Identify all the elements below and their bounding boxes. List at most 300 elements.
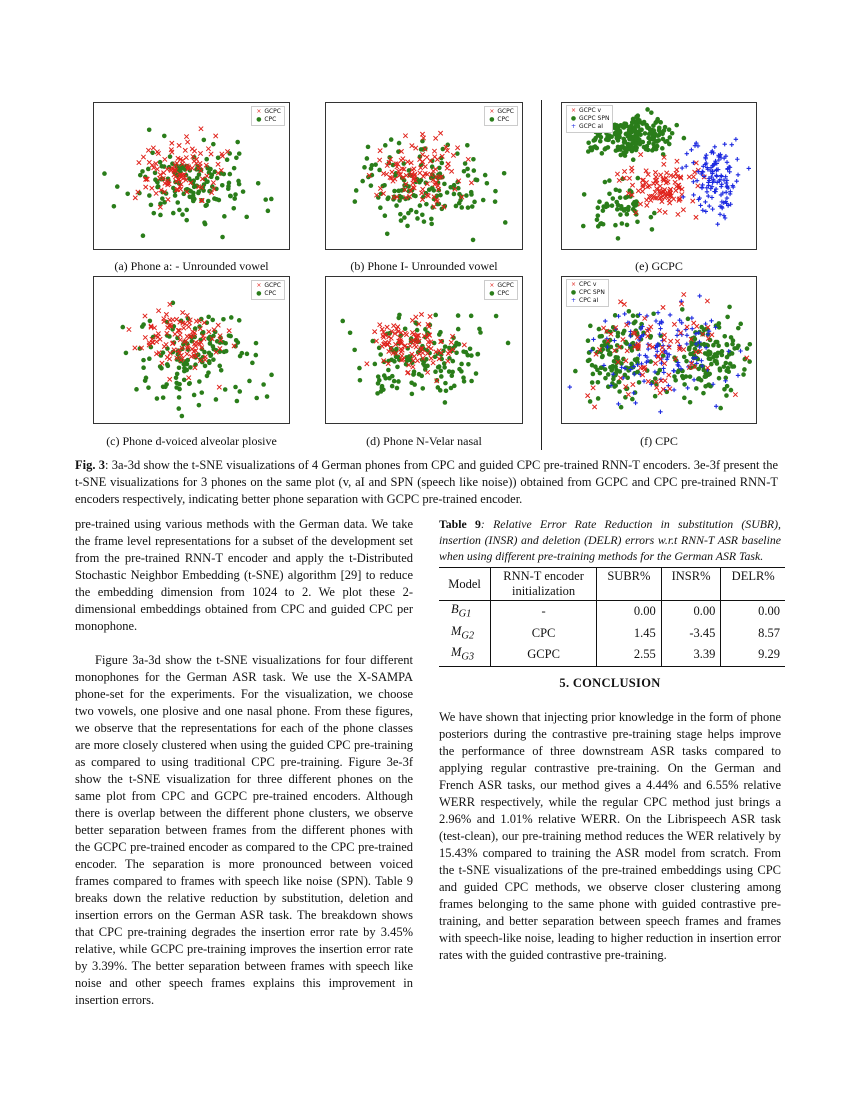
scatter-point-plus [724, 190, 728, 194]
scatter-point-dot [615, 207, 620, 212]
legend-c [251, 280, 285, 300]
scatter-point-dot [606, 137, 611, 142]
scatter-point-dot [471, 157, 476, 162]
scatter-point-dot [378, 352, 383, 357]
scatter-point-dot [124, 351, 129, 356]
scatter-point-x [692, 321, 696, 325]
scatter-point-dot [701, 391, 706, 396]
scatter-point-dot [653, 394, 658, 399]
scatter-point-plus [709, 319, 713, 323]
scatter-point-dot [443, 381, 448, 386]
scatter-point-plus [622, 312, 626, 316]
scatter-point-dot [591, 138, 596, 143]
scatter-point-dot [632, 128, 637, 133]
scatter-point-dot [630, 397, 635, 402]
scatter-point-dot [147, 128, 152, 133]
scatter-point-plus [685, 152, 689, 156]
scatter-point-dot [449, 386, 454, 391]
scatter-point-x [658, 184, 662, 188]
scatter-point-x [662, 162, 666, 166]
scatter-point-dot [269, 197, 274, 202]
scatter-point-dot [415, 328, 420, 333]
scatter-point-dot [466, 173, 471, 178]
scatter-point-dot [222, 172, 227, 177]
scatter-point-dot [682, 136, 687, 141]
scatter-point-dot [588, 145, 593, 150]
scatter-point-x [622, 169, 626, 173]
scatter-point-x [146, 148, 150, 152]
scatter-point-dot [652, 211, 657, 216]
scatter-point-dot [443, 400, 448, 405]
scatter-point-dot [395, 386, 400, 391]
scatter-point-x [653, 361, 657, 365]
legend-d [484, 280, 518, 300]
scatter-point-dot [146, 167, 151, 172]
table-row [439, 644, 785, 666]
scatter-point-dot [235, 399, 240, 404]
scatter-point-dot [645, 107, 650, 112]
scatter-point-x [429, 346, 433, 350]
scatter-point-x [682, 292, 686, 296]
scatter-point-dot [211, 142, 216, 147]
scatter-point-x [418, 171, 422, 175]
scatter-point-dot [423, 327, 428, 332]
scatter-point-dot [438, 193, 443, 198]
scatter-point-dot [622, 125, 627, 130]
scatter-point-dot [219, 368, 224, 373]
scatter-point-x [163, 157, 167, 161]
scatter-point-dot [442, 365, 447, 370]
scatter-point-dot [140, 169, 145, 174]
scatter-point-dot [736, 343, 741, 348]
scatter-point-dot [420, 213, 425, 218]
scatter-point-dot [667, 127, 672, 132]
scatter-point-x [178, 333, 182, 337]
conclusion-text: We have shown that injecting prior knowledge in the form of phone posteriors during the contrastive pre-training stage helps improve the performance of three downstream ASR tasks compared to applying regular contrastive pre-training. On the German and French ASR tasks, our method gives a 4.44% and 6.55% relative WERR respectively, while the regular CPC method just brings a 2.96% and 1.01% relative WERR. On the Librispeech ASR task (test-clean), our pre-training method reduces the WER relatively by 15.43% compared to training the ASR model from scratch. From the t-SNE visualizations of the pre-trained embeddings using CPC and guided CPC methods, we observe closer clustering among frames belonging to the same phone with guided contrastive pre-training, and better separation between speech frames and frames with speech-like noise, leading to higher reduction in insertion error rates with the guided contrastive pre-training. [439, 710, 781, 962]
scatter-point-dot [601, 222, 606, 227]
scatter-point-dot [725, 384, 730, 389]
scatter-point-dot [717, 376, 722, 381]
scatter-point-x [378, 186, 382, 190]
scatter-point-dot [141, 322, 146, 327]
scatter-point-dot [684, 374, 689, 379]
scatter-point-dot [493, 189, 498, 194]
plot-c [93, 276, 290, 424]
scatter-point-plus [715, 222, 719, 226]
scatter-point-dot [144, 376, 149, 381]
scatter-point-dot [473, 177, 478, 182]
cell-init: - [491, 601, 597, 623]
scatter-point-x [190, 147, 194, 151]
header-delr: DELR% [721, 568, 785, 601]
scatter-point-x [216, 323, 220, 327]
scatter-point-dot [245, 352, 250, 357]
scatter-point-dot [209, 175, 214, 180]
scatter-point-x [446, 162, 450, 166]
scatter-point-dot [624, 146, 629, 151]
scatter-point-dot [452, 192, 457, 197]
scatter-point-dot [188, 365, 193, 370]
scatter-point-dot [625, 212, 630, 217]
scatter-point-dot [596, 396, 601, 401]
scatter-point-dot [373, 162, 378, 167]
scatter-point-dot [616, 236, 621, 241]
legend-f-2: CPC SPN [579, 289, 605, 296]
scatter-point-plus [591, 337, 595, 341]
header-init: RNN-T encoder initialization [491, 568, 597, 601]
scatter-point-x [390, 170, 394, 174]
scatter-point-dot [720, 349, 725, 354]
scatter-point-plus [692, 378, 696, 382]
scatter-point-x [206, 147, 210, 151]
scatter-point-dot [682, 382, 687, 387]
scatter-point-plus [735, 157, 739, 161]
scatter-point-dot [601, 204, 606, 209]
scatter-point-dot [684, 359, 689, 364]
caption-c: (c) Phone d-voiced alveolar plosive [106, 434, 277, 448]
scatter-point-x [372, 329, 376, 333]
scatter-point-dot [610, 203, 615, 208]
scatter-point-x [644, 198, 648, 202]
scatter-point-dot [611, 140, 616, 145]
figure-divider [541, 100, 542, 450]
legend-b-2: CPC [497, 116, 510, 123]
scatter-point-dot [161, 384, 166, 389]
scatter-point-plus [718, 212, 722, 216]
scatter-point-dot [438, 330, 443, 335]
table-label: Table 9 [439, 517, 481, 531]
scatter-point-dot [232, 166, 237, 171]
scatter-point-x [150, 340, 154, 344]
scatter-point-dot [688, 352, 693, 357]
scatter-point-dot [147, 193, 152, 198]
scatter-point-plus [728, 189, 732, 193]
scatter-point-dot [189, 189, 194, 194]
scatter-point-plus [736, 173, 740, 177]
scatter-point-dot [348, 330, 353, 335]
scatter-point-dot [352, 348, 357, 353]
scatter-point-plus [725, 160, 729, 164]
scatter-point-dot [595, 218, 600, 223]
scatter-point-dot [383, 376, 388, 381]
scatter-point-x [184, 134, 188, 138]
scatter-point-x [617, 178, 621, 182]
scatter-point-plus [723, 142, 727, 146]
scatter-point-dot [181, 362, 186, 367]
scatter-point-dot [151, 211, 156, 216]
scatter-point-x [445, 166, 449, 170]
scatter-point-dot [440, 161, 445, 166]
legend-marker-x: × [256, 108, 262, 115]
scatter-point-dot [430, 164, 435, 169]
scatter-point-x [694, 215, 698, 219]
scatter-point-plus [697, 294, 701, 298]
legend-d-1: GCPC [497, 282, 514, 289]
scatter-point-plus [642, 379, 646, 383]
cell-init: GCPC [491, 644, 597, 666]
scatter-point-dot [706, 372, 711, 377]
scatter-point-dot [228, 334, 233, 339]
scatter-point-dot [622, 329, 627, 334]
scatter-point-dot [461, 375, 466, 380]
scatter-point-dot [682, 396, 687, 401]
scatter-point-plus [691, 193, 695, 197]
scatter-point-dot [613, 364, 618, 369]
scatter-point-dot [180, 414, 185, 419]
scatter-point-x [187, 321, 191, 325]
scatter-point-dot [184, 368, 189, 373]
scatter-point-x [167, 377, 171, 381]
scatter-point-dot [474, 371, 479, 376]
scatter-point-dot [362, 165, 367, 170]
scatter-point-x [664, 171, 668, 175]
scatter-point-dot [682, 355, 687, 360]
scatter-point-dot [203, 203, 208, 208]
scatter-point-dot [631, 313, 636, 318]
scatter-point-dot [596, 205, 601, 210]
legend-e-2: GCPC SPN [579, 115, 610, 122]
scatter-point-dot [706, 349, 711, 354]
scatter-point-dot [639, 127, 644, 132]
cell-model [439, 623, 491, 645]
scatter-point-dot [208, 341, 213, 346]
scatter-point-dot [353, 199, 358, 204]
scatter-point-x [415, 358, 419, 362]
scatter-point-dot [197, 379, 202, 384]
scatter-point-dot [141, 358, 146, 363]
scatter-point-x [591, 386, 595, 390]
scatter-point-x [676, 212, 680, 216]
scatter-point-dot [481, 198, 486, 203]
scatter-point-dot [159, 366, 164, 371]
scatter-point-plus [700, 183, 704, 187]
scatter-point-dot [627, 309, 632, 314]
scatter-point-plus [690, 316, 694, 320]
scatter-point-dot [187, 381, 192, 386]
legend-marker-x: × [489, 282, 495, 289]
scatter-point-x [181, 326, 185, 330]
header-insr: INSR% [661, 568, 721, 601]
scatter-point-dot [636, 176, 641, 181]
scatter-point-dot [357, 366, 362, 371]
section-title-conclusion: 5. CONCLUSION [559, 676, 661, 690]
scatter-point-plus [671, 369, 675, 373]
scatter-point-x [663, 210, 667, 214]
scatter-point-dot [612, 384, 617, 389]
scatter-point-x [429, 356, 433, 360]
scatter-point-x [638, 152, 642, 156]
scatter-point-dot [197, 403, 202, 408]
scatter-point-dot [741, 372, 746, 377]
scatter-point-dot [237, 151, 242, 156]
scatter-point-dot [439, 369, 444, 374]
scatter-point-dot [191, 199, 196, 204]
cell-subr: 1.45 [597, 623, 662, 645]
scatter-point-dot [429, 217, 434, 222]
scatter-point-plus [719, 173, 723, 177]
scatter-point-dot [616, 127, 621, 132]
scatter-point-x [433, 167, 437, 171]
plot-a [93, 102, 290, 250]
scatter-point-x [653, 170, 657, 174]
scatter-point-dot [727, 352, 732, 357]
scatter-point-dot [173, 193, 178, 198]
scatter-point-plus [668, 313, 672, 317]
scatter-point-dot [150, 150, 155, 155]
scatter-point-x [661, 305, 665, 309]
scatter-point-dot [644, 123, 649, 128]
scatter-point-dot [503, 220, 508, 225]
scatter-point-dot [182, 378, 187, 383]
scatter-point-dot [676, 370, 681, 375]
scatter-point-dot [414, 210, 419, 215]
scatter-point-plus [568, 385, 572, 389]
scatter-point-dot [238, 354, 243, 359]
legend-marker-dot: ● [489, 290, 495, 297]
scatter-point-plus [747, 166, 751, 170]
scatter-point-x [209, 152, 213, 156]
scatter-point-dot [392, 359, 397, 364]
legend-f-3: CPC aI [579, 297, 599, 304]
scatter-point-dot [493, 199, 498, 204]
legend-c-2: CPC [264, 290, 277, 297]
scatter-point-dot [234, 155, 239, 160]
scatter-point-x [421, 187, 425, 191]
scatter-point-dot [635, 357, 640, 362]
scatter-point-x [414, 146, 418, 150]
legend-a-1: GCPC [264, 108, 281, 115]
scatter-point-dot [378, 205, 383, 210]
scatter-point-dot [469, 379, 474, 384]
scatter-point-x [378, 323, 382, 327]
scatter-point-x [432, 149, 436, 153]
scatter-point-dot [237, 182, 242, 187]
scatter-point-x [199, 127, 203, 131]
scatter-point-dot [220, 235, 225, 240]
scatter-point-x [164, 312, 168, 316]
scatter-point-x [166, 197, 170, 201]
scatter-point-dot [620, 221, 625, 226]
scatter-point-dot [459, 369, 464, 374]
scatter-point-dot [456, 186, 461, 191]
scatter-point-dot [237, 389, 242, 394]
scatter-point-dot [443, 344, 448, 349]
scatter-point-x [170, 141, 174, 145]
scatter-point-dot [442, 182, 447, 187]
scatter-point-dot [581, 224, 586, 229]
scatter-point-dot [597, 327, 602, 332]
plot-f [561, 276, 757, 424]
cell-delr: 9.29 [721, 644, 785, 666]
scatter-point-dot [360, 179, 365, 184]
scatter-point-x [213, 134, 217, 138]
scatter-point-dot [206, 370, 211, 375]
scatter-point-dot [263, 197, 268, 202]
scatter-point-x [675, 159, 679, 163]
scatter-point-dot [244, 215, 249, 220]
scatter-point-dot [596, 133, 601, 138]
scatter-point-dot [747, 359, 752, 364]
scatter-point-dot [383, 213, 388, 218]
scatter-point-dot [160, 196, 165, 201]
scatter-point-dot [174, 385, 179, 390]
scatter-point-dot [241, 189, 246, 194]
scatter-point-x [160, 361, 164, 365]
scatter-point-x [133, 346, 137, 350]
cell-insr: 3.39 [661, 644, 721, 666]
scatter-point-x [190, 166, 194, 170]
scatter-point-x [144, 185, 148, 189]
scatter-point-x [141, 155, 145, 159]
scatter-point-dot [742, 367, 747, 372]
scatter-point-plus [704, 153, 708, 157]
caption-e: (e) GCPC [635, 259, 683, 273]
legend-e [566, 105, 613, 133]
scatter-point-dot [649, 110, 654, 115]
scatter-point-dot [456, 327, 461, 332]
scatter-point-plus [675, 333, 679, 337]
scatter-point-dot [660, 146, 665, 151]
scatter-point-x [399, 350, 403, 354]
table-row [439, 623, 785, 645]
scatter-point-x [681, 208, 685, 212]
scatter-point-dot [745, 346, 750, 351]
scatter-point-dot [591, 372, 596, 377]
scatter-point-plus [685, 386, 689, 390]
scatter-point-dot [235, 140, 240, 145]
scatter-point-x [668, 387, 672, 391]
scatter-point-dot [588, 399, 593, 404]
scatter-point-x [150, 186, 154, 190]
scatter-point-dot [237, 318, 242, 323]
scatter-point-x [585, 393, 589, 397]
scatter-point-dot [586, 359, 591, 364]
scatter-point-dot [223, 341, 228, 346]
scatter-point-x [410, 330, 414, 334]
scatter-point-dot [265, 394, 270, 399]
scatter-point-x [151, 146, 155, 150]
scatter-point-dot [468, 347, 473, 352]
scatter-point-dot [158, 213, 163, 218]
scatter-point-dot [688, 374, 693, 379]
scatter-point-dot [616, 145, 621, 150]
scatter-point-dot [748, 342, 753, 347]
scatter-point-dot [463, 161, 468, 166]
table-row [439, 601, 785, 623]
scatter-point-dot [409, 208, 414, 213]
scatter-point-x [185, 140, 189, 144]
scatter-point-x [425, 155, 429, 159]
scatter-point-x [451, 153, 455, 157]
scatter-point-dot [115, 184, 120, 189]
scatter-point-dot [506, 341, 511, 346]
scatter-point-x [177, 143, 181, 147]
scatter-point-x [403, 134, 407, 138]
scatter-point-plus [714, 404, 718, 408]
scatter-point-x [404, 332, 408, 336]
scatter-point-dot [176, 406, 181, 411]
scatter-point-x [419, 191, 423, 195]
scatter-point-x [410, 144, 414, 148]
scatter-point-dot [454, 341, 459, 346]
scatter-point-plus [658, 410, 662, 414]
scatter-point-dot [650, 227, 655, 232]
scatter-point-dot [437, 166, 442, 171]
scatter-point-x [414, 345, 418, 349]
scatter-point-x [675, 339, 679, 343]
scatter-point-dot [615, 136, 620, 141]
scatter-point-dot [631, 157, 636, 162]
